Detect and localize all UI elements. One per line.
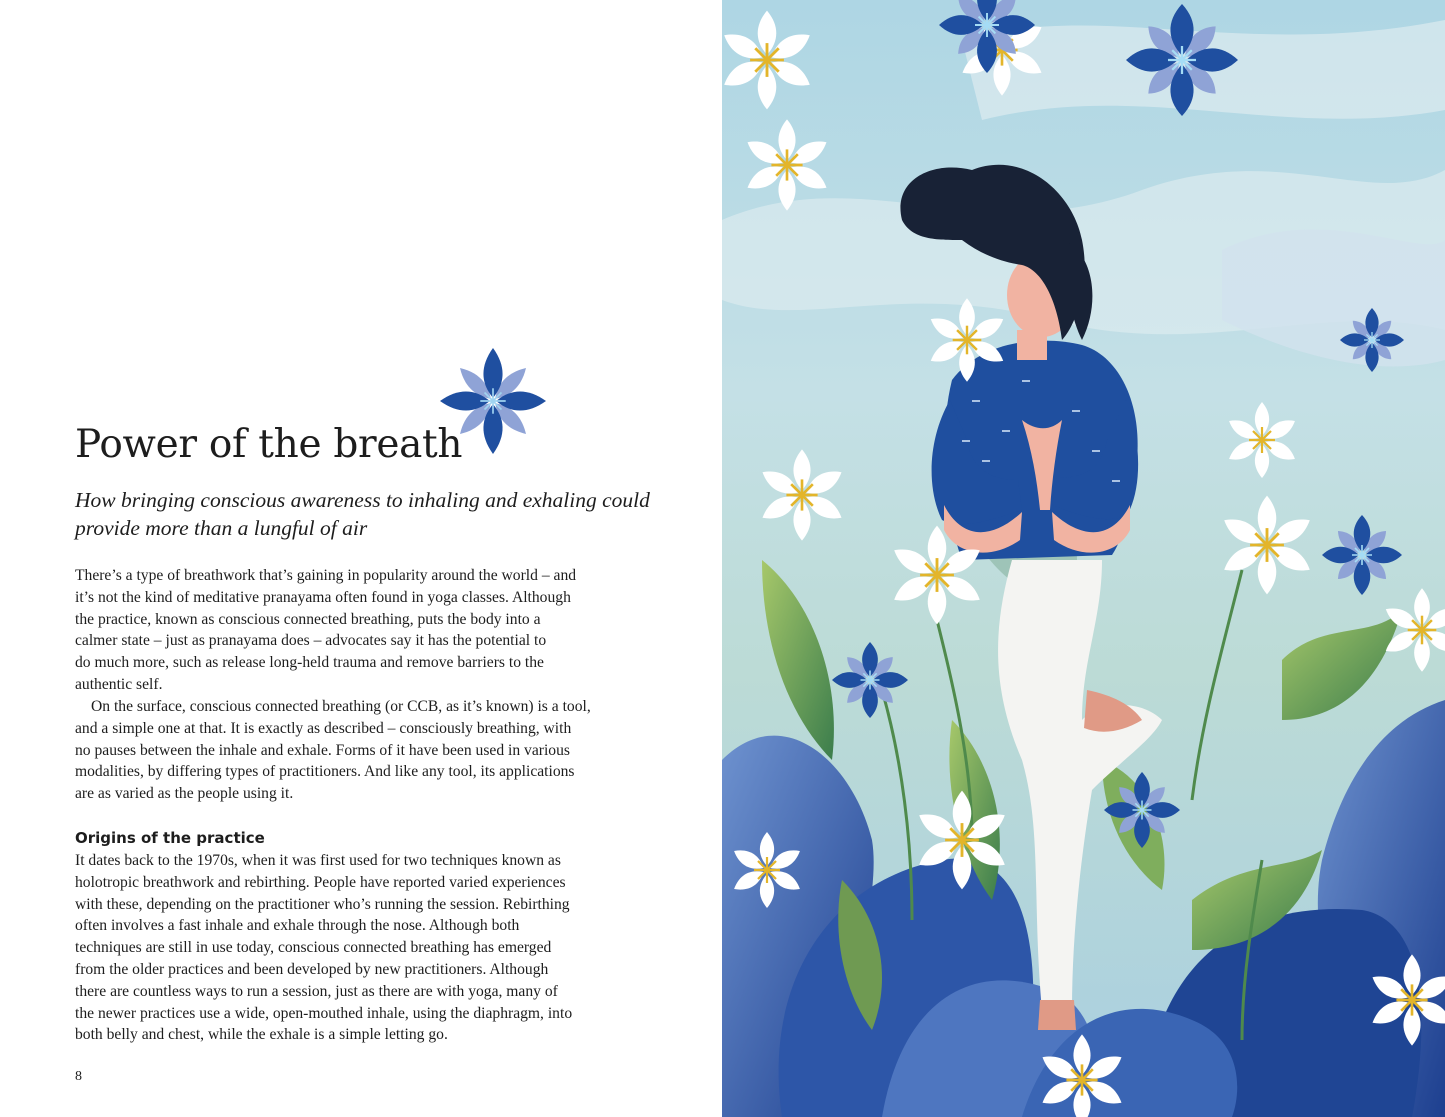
text-line: techniques are still in use today, conscious connected breathing has emerged	[75, 939, 552, 957]
text-line: it’s not the kind of meditative pranayama often found in yoga classes. Although	[75, 588, 571, 606]
subtitle: How bringing conscious awareness to inhaling and exhaling could provide more than a lungful of air	[75, 488, 650, 540]
text-line: no pauses between the inhale and exhale. Forms of it have been used in various	[75, 741, 570, 759]
left-page	[0, 0, 722, 1117]
text-line: the newer practices use a wide, open-mouthed inhale, using the diaphragm, into	[75, 1004, 573, 1022]
text-line: modalities, by differing types of practitioners. And like any tool, its applications	[75, 763, 575, 781]
text-line: and a simple one at that. It is exactly as described – consciously breathing, with	[75, 719, 572, 737]
yoga-illustration	[722, 0, 1445, 1117]
body-paragraph-3	[75, 850, 665, 1046]
text-line: calmer state – just as pranayama does – advocates say it has the potential to	[75, 632, 547, 650]
text-line: On the surface, conscious connected breathing (or CCB, as it’s known) is a tool,	[91, 698, 591, 715]
page-number: 8	[75, 1069, 82, 1084]
page-title: Power of the breath	[75, 422, 463, 467]
text-line: the practice, known as conscious connected breathing, puts the body into a	[75, 610, 541, 628]
text-line: both belly and chest, while the exhale is a simple letting go.	[75, 1026, 448, 1044]
body-paragraph-2	[75, 696, 665, 805]
text-line: It dates back to the 1970s, when it was first used for two techniques known as	[75, 852, 561, 869]
text-line: there are countless ways to run a session, just as there are with yoga, many of	[75, 982, 558, 1000]
text-line: often involves a fast inhale and exhale through the nose. Although both	[75, 917, 520, 935]
illustration-page	[722, 0, 1445, 1117]
text-line: from the older practices and been developed by new practitioners. Although	[75, 960, 549, 978]
text-line: holotropic breathwork and rebirthing. People have reported varied experiences	[75, 873, 566, 891]
section-heading: Origins of the practice	[75, 829, 265, 847]
body-paragraph-1	[75, 565, 665, 696]
text-line: do much more, such as release long-held trauma and remove barriers to the	[75, 654, 544, 672]
text-line: are as varied as the people using it.	[75, 785, 294, 803]
text-line: There’s a type of breathwork that’s gaining in popularity around the world – and	[75, 567, 577, 584]
text-line: with these, depending on the practitioner who’s running the session. Rebirthing	[75, 895, 570, 913]
text-line: authentic self.	[75, 675, 163, 693]
